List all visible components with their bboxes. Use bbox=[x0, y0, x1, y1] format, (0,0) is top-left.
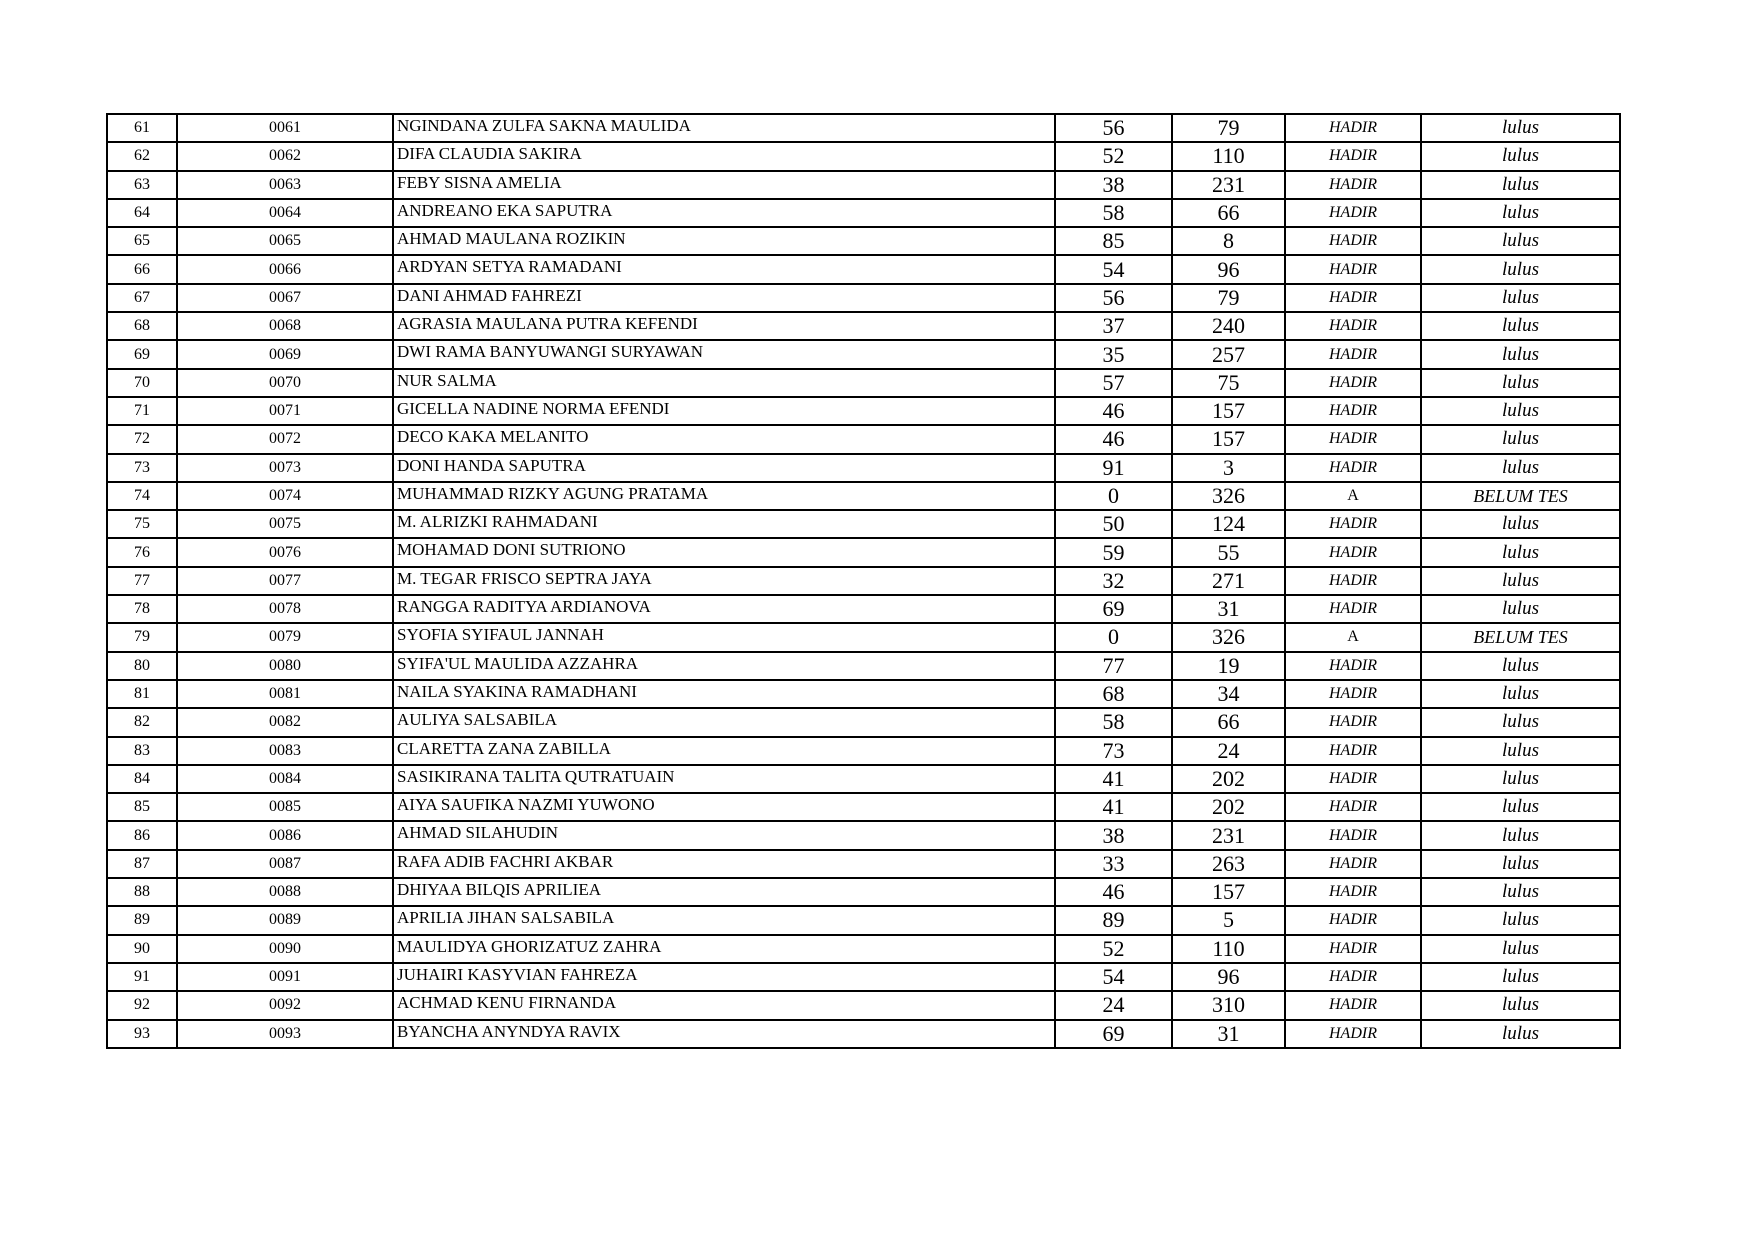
rank-cell: 19 bbox=[1172, 652, 1285, 680]
rank-cell: 326 bbox=[1172, 482, 1285, 510]
row-number-cell: 63 bbox=[107, 171, 177, 199]
row-number-cell: 70 bbox=[107, 369, 177, 397]
result-status-cell: lulus bbox=[1421, 567, 1620, 595]
attendance-status-cell: HADIR bbox=[1285, 369, 1421, 397]
result-status-cell: BELUM TES bbox=[1421, 482, 1620, 510]
participant-code-cell: 0092 bbox=[177, 991, 393, 1019]
attendance-status-cell: HADIR bbox=[1285, 1020, 1421, 1048]
participant-name-cell: AHMAD MAULANA ROZIKIN bbox=[393, 227, 1055, 255]
result-status-cell: lulus bbox=[1421, 906, 1620, 934]
result-status-cell: lulus bbox=[1421, 878, 1620, 906]
result-status-cell: lulus bbox=[1421, 595, 1620, 623]
row-number-cell: 64 bbox=[107, 199, 177, 227]
rank-cell: 231 bbox=[1172, 171, 1285, 199]
attendance-status-cell: A bbox=[1285, 623, 1421, 651]
table-row bbox=[107, 340, 1620, 368]
participant-name-cell: M. TEGAR FRISCO SEPTRA JAYA bbox=[393, 567, 1055, 595]
attendance-status-cell: HADIR bbox=[1285, 567, 1421, 595]
row-number-cell: 74 bbox=[107, 482, 177, 510]
rank-cell: 202 bbox=[1172, 793, 1285, 821]
table-row bbox=[107, 595, 1620, 623]
attendance-status-cell: HADIR bbox=[1285, 906, 1421, 934]
participant-code-cell: 0084 bbox=[177, 765, 393, 793]
participant-name-cell: DWI RAMA BANYUWANGI SURYAWAN bbox=[393, 340, 1055, 368]
rank-cell: 79 bbox=[1172, 114, 1285, 142]
participant-name-cell: MOHAMAD DONI SUTRIONO bbox=[393, 538, 1055, 566]
attendance-status-cell: HADIR bbox=[1285, 425, 1421, 453]
rank-cell: 96 bbox=[1172, 255, 1285, 283]
table-row bbox=[107, 652, 1620, 680]
rank-cell: 231 bbox=[1172, 821, 1285, 849]
participant-code-cell: 0078 bbox=[177, 595, 393, 623]
score-cell: 41 bbox=[1055, 793, 1172, 821]
score-cell: 46 bbox=[1055, 425, 1172, 453]
participant-name-cell: ARDYAN SETYA RAMADANI bbox=[393, 255, 1055, 283]
participant-code-cell: 0082 bbox=[177, 708, 393, 736]
row-number-cell: 61 bbox=[107, 114, 177, 142]
row-number-cell: 82 bbox=[107, 708, 177, 736]
rank-cell: 24 bbox=[1172, 737, 1285, 765]
score-cell: 46 bbox=[1055, 397, 1172, 425]
participant-name-cell: SASIKIRANA TALITA QUTRATUAIN bbox=[393, 765, 1055, 793]
table-row bbox=[107, 284, 1620, 312]
table-row bbox=[107, 1020, 1620, 1048]
result-status-cell: lulus bbox=[1421, 425, 1620, 453]
table-row bbox=[107, 454, 1620, 482]
participant-code-cell: 0069 bbox=[177, 340, 393, 368]
row-number-cell: 85 bbox=[107, 793, 177, 821]
rank-cell: 96 bbox=[1172, 963, 1285, 991]
result-status-cell: lulus bbox=[1421, 284, 1620, 312]
row-number-cell: 89 bbox=[107, 906, 177, 934]
row-number-cell: 80 bbox=[107, 652, 177, 680]
row-number-cell: 92 bbox=[107, 991, 177, 1019]
row-number-cell: 79 bbox=[107, 623, 177, 651]
row-number-cell: 62 bbox=[107, 142, 177, 170]
score-cell: 0 bbox=[1055, 482, 1172, 510]
participant-name-cell: M. ALRIZKI RAHMADANI bbox=[393, 510, 1055, 538]
participant-code-cell: 0086 bbox=[177, 821, 393, 849]
table-row bbox=[107, 482, 1620, 510]
participant-name-cell: MUHAMMAD RIZKY AGUNG PRATAMA bbox=[393, 482, 1055, 510]
participant-name-cell: DANI AHMAD FAHREZI bbox=[393, 284, 1055, 312]
participant-name-cell: SYOFIA SYIFAUL JANNAH bbox=[393, 623, 1055, 651]
rank-cell: 5 bbox=[1172, 906, 1285, 934]
result-status-cell: BELUM TES bbox=[1421, 623, 1620, 651]
participant-code-cell: 0072 bbox=[177, 425, 393, 453]
table-row bbox=[107, 397, 1620, 425]
participant-name-cell: AGRASIA MAULANA PUTRA KEFENDI bbox=[393, 312, 1055, 340]
rank-cell: 34 bbox=[1172, 680, 1285, 708]
row-number-cell: 71 bbox=[107, 397, 177, 425]
participant-name-cell: RAFA ADIB FACHRI AKBAR bbox=[393, 850, 1055, 878]
table-row bbox=[107, 737, 1620, 765]
attendance-status-cell: HADIR bbox=[1285, 878, 1421, 906]
score-cell: 46 bbox=[1055, 878, 1172, 906]
rank-cell: 8 bbox=[1172, 227, 1285, 255]
score-cell: 73 bbox=[1055, 737, 1172, 765]
participant-code-cell: 0062 bbox=[177, 142, 393, 170]
score-cell: 59 bbox=[1055, 538, 1172, 566]
score-cell: 50 bbox=[1055, 510, 1172, 538]
attendance-status-cell: HADIR bbox=[1285, 171, 1421, 199]
score-cell: 24 bbox=[1055, 991, 1172, 1019]
participant-code-cell: 0080 bbox=[177, 652, 393, 680]
score-cell: 0 bbox=[1055, 623, 1172, 651]
row-number-cell: 78 bbox=[107, 595, 177, 623]
score-cell: 56 bbox=[1055, 284, 1172, 312]
table-row bbox=[107, 199, 1620, 227]
row-number-cell: 75 bbox=[107, 510, 177, 538]
participant-name-cell: MAULIDYA GHORIZATUZ ZAHRA bbox=[393, 935, 1055, 963]
participant-code-cell: 0075 bbox=[177, 510, 393, 538]
row-number-cell: 73 bbox=[107, 454, 177, 482]
row-number-cell: 93 bbox=[107, 1020, 177, 1048]
attendance-status-cell: HADIR bbox=[1285, 935, 1421, 963]
participant-name-cell: JUHAIRI KASYVIAN FAHREZA bbox=[393, 963, 1055, 991]
participant-code-cell: 0063 bbox=[177, 171, 393, 199]
attendance-status-cell: HADIR bbox=[1285, 340, 1421, 368]
participant-code-cell: 0087 bbox=[177, 850, 393, 878]
result-status-cell: lulus bbox=[1421, 255, 1620, 283]
attendance-status-cell: HADIR bbox=[1285, 821, 1421, 849]
result-status-cell: lulus bbox=[1421, 397, 1620, 425]
table-row bbox=[107, 369, 1620, 397]
attendance-status-cell: A bbox=[1285, 482, 1421, 510]
participant-code-cell: 0061 bbox=[177, 114, 393, 142]
row-number-cell: 83 bbox=[107, 737, 177, 765]
result-status-cell: lulus bbox=[1421, 793, 1620, 821]
score-cell: 52 bbox=[1055, 935, 1172, 963]
rank-cell: 110 bbox=[1172, 935, 1285, 963]
participant-code-cell: 0070 bbox=[177, 369, 393, 397]
participant-code-cell: 0073 bbox=[177, 454, 393, 482]
result-status-cell: lulus bbox=[1421, 369, 1620, 397]
attendance-status-cell: HADIR bbox=[1285, 199, 1421, 227]
participant-code-cell: 0079 bbox=[177, 623, 393, 651]
participant-code-cell: 0068 bbox=[177, 312, 393, 340]
row-number-cell: 87 bbox=[107, 850, 177, 878]
table-body bbox=[107, 114, 1620, 1048]
rank-cell: 263 bbox=[1172, 850, 1285, 878]
rank-cell: 66 bbox=[1172, 199, 1285, 227]
rank-cell: 31 bbox=[1172, 595, 1285, 623]
participant-name-cell: DHIYAA BILQIS APRILIEA bbox=[393, 878, 1055, 906]
attendance-status-cell: HADIR bbox=[1285, 991, 1421, 1019]
table-row bbox=[107, 935, 1620, 963]
rank-cell: 157 bbox=[1172, 397, 1285, 425]
attendance-status-cell: HADIR bbox=[1285, 680, 1421, 708]
score-cell: 58 bbox=[1055, 708, 1172, 736]
rank-cell: 202 bbox=[1172, 765, 1285, 793]
attendance-status-cell: HADIR bbox=[1285, 850, 1421, 878]
participant-name-cell: DIFA CLAUDIA SAKIRA bbox=[393, 142, 1055, 170]
participant-code-cell: 0081 bbox=[177, 680, 393, 708]
rank-cell: 75 bbox=[1172, 369, 1285, 397]
participant-name-cell: RANGGA RADITYA ARDIANOVA bbox=[393, 595, 1055, 623]
participant-name-cell: AHMAD SILAHUDIN bbox=[393, 821, 1055, 849]
rank-cell: 310 bbox=[1172, 991, 1285, 1019]
participant-code-cell: 0091 bbox=[177, 963, 393, 991]
participant-name-cell: NUR SALMA bbox=[393, 369, 1055, 397]
result-status-cell: lulus bbox=[1421, 935, 1620, 963]
row-number-cell: 68 bbox=[107, 312, 177, 340]
participant-name-cell: GICELLA NADINE NORMA EFENDI bbox=[393, 397, 1055, 425]
score-cell: 58 bbox=[1055, 199, 1172, 227]
table-row bbox=[107, 708, 1620, 736]
score-cell: 91 bbox=[1055, 454, 1172, 482]
result-status-cell: lulus bbox=[1421, 454, 1620, 482]
row-number-cell: 65 bbox=[107, 227, 177, 255]
attendance-status-cell: HADIR bbox=[1285, 652, 1421, 680]
attendance-status-cell: HADIR bbox=[1285, 510, 1421, 538]
row-number-cell: 84 bbox=[107, 765, 177, 793]
rank-cell: 31 bbox=[1172, 1020, 1285, 1048]
score-cell: 37 bbox=[1055, 312, 1172, 340]
table-row bbox=[107, 312, 1620, 340]
participant-name-cell: CLARETTA ZANA ZABILLA bbox=[393, 737, 1055, 765]
row-number-cell: 66 bbox=[107, 255, 177, 283]
result-status-cell: lulus bbox=[1421, 652, 1620, 680]
attendance-status-cell: HADIR bbox=[1285, 793, 1421, 821]
table-row bbox=[107, 793, 1620, 821]
attendance-status-cell: HADIR bbox=[1285, 708, 1421, 736]
result-status-cell: lulus bbox=[1421, 708, 1620, 736]
participant-name-cell: NAILA SYAKINA RAMADHANI bbox=[393, 680, 1055, 708]
participant-code-cell: 0093 bbox=[177, 1020, 393, 1048]
table-row bbox=[107, 255, 1620, 283]
participant-name-cell: BYANCHA ANYNDYA RAVIX bbox=[393, 1020, 1055, 1048]
row-number-cell: 72 bbox=[107, 425, 177, 453]
table-row bbox=[107, 821, 1620, 849]
participant-code-cell: 0085 bbox=[177, 793, 393, 821]
participant-code-cell: 0064 bbox=[177, 199, 393, 227]
rank-cell: 3 bbox=[1172, 454, 1285, 482]
participant-name-cell: SYIFA'UL MAULIDA AZZAHRA bbox=[393, 652, 1055, 680]
table-row bbox=[107, 227, 1620, 255]
participant-name-cell: AIYA SAUFIKA NAZMI YUWONO bbox=[393, 793, 1055, 821]
table-row bbox=[107, 991, 1620, 1019]
rank-cell: 66 bbox=[1172, 708, 1285, 736]
result-status-cell: lulus bbox=[1421, 142, 1620, 170]
score-cell: 41 bbox=[1055, 765, 1172, 793]
participant-name-cell: FEBY SISNA AMELIA bbox=[393, 171, 1055, 199]
participant-code-cell: 0076 bbox=[177, 538, 393, 566]
row-number-cell: 90 bbox=[107, 935, 177, 963]
row-number-cell: 67 bbox=[107, 284, 177, 312]
score-cell: 89 bbox=[1055, 906, 1172, 934]
table-row bbox=[107, 906, 1620, 934]
participant-code-cell: 0066 bbox=[177, 255, 393, 283]
attendance-status-cell: HADIR bbox=[1285, 227, 1421, 255]
score-cell: 57 bbox=[1055, 369, 1172, 397]
result-status-cell: lulus bbox=[1421, 227, 1620, 255]
table-row bbox=[107, 850, 1620, 878]
participant-code-cell: 0067 bbox=[177, 284, 393, 312]
rank-cell: 240 bbox=[1172, 312, 1285, 340]
attendance-status-cell: HADIR bbox=[1285, 454, 1421, 482]
participant-name-cell: ACHMAD KENU FIRNANDA bbox=[393, 991, 1055, 1019]
participant-name-cell: AULIYA SALSABILA bbox=[393, 708, 1055, 736]
result-status-cell: lulus bbox=[1421, 1020, 1620, 1048]
result-status-cell: lulus bbox=[1421, 821, 1620, 849]
attendance-status-cell: HADIR bbox=[1285, 142, 1421, 170]
row-number-cell: 77 bbox=[107, 567, 177, 595]
table-row bbox=[107, 114, 1620, 142]
score-cell: 33 bbox=[1055, 850, 1172, 878]
participant-name-cell: APRILIA JIHAN SALSABILA bbox=[393, 906, 1055, 934]
rank-cell: 110 bbox=[1172, 142, 1285, 170]
table-row bbox=[107, 142, 1620, 170]
rank-cell: 271 bbox=[1172, 567, 1285, 595]
rank-cell: 157 bbox=[1172, 425, 1285, 453]
table-row bbox=[107, 567, 1620, 595]
row-number-cell: 81 bbox=[107, 680, 177, 708]
participant-code-cell: 0071 bbox=[177, 397, 393, 425]
table-row bbox=[107, 878, 1620, 906]
score-cell: 32 bbox=[1055, 567, 1172, 595]
score-cell: 54 bbox=[1055, 255, 1172, 283]
score-cell: 38 bbox=[1055, 171, 1172, 199]
result-status-cell: lulus bbox=[1421, 510, 1620, 538]
table-row bbox=[107, 510, 1620, 538]
score-cell: 54 bbox=[1055, 963, 1172, 991]
table-row bbox=[107, 623, 1620, 651]
row-number-cell: 86 bbox=[107, 821, 177, 849]
table-row bbox=[107, 538, 1620, 566]
result-status-cell: lulus bbox=[1421, 340, 1620, 368]
attendance-status-cell: HADIR bbox=[1285, 114, 1421, 142]
result-status-cell: lulus bbox=[1421, 991, 1620, 1019]
attendance-status-cell: HADIR bbox=[1285, 765, 1421, 793]
participant-code-cell: 0088 bbox=[177, 878, 393, 906]
participant-name-cell: NGINDANA ZULFA SAKNA MAULIDA bbox=[393, 114, 1055, 142]
attendance-status-cell: HADIR bbox=[1285, 737, 1421, 765]
attendance-status-cell: HADIR bbox=[1285, 538, 1421, 566]
result-status-cell: lulus bbox=[1421, 312, 1620, 340]
row-number-cell: 91 bbox=[107, 963, 177, 991]
score-cell: 69 bbox=[1055, 595, 1172, 623]
rank-cell: 326 bbox=[1172, 623, 1285, 651]
participant-name-cell: ANDREANO EKA SAPUTRA bbox=[393, 199, 1055, 227]
participant-code-cell: 0074 bbox=[177, 482, 393, 510]
table-row bbox=[107, 963, 1620, 991]
score-cell: 69 bbox=[1055, 1020, 1172, 1048]
result-status-cell: lulus bbox=[1421, 171, 1620, 199]
row-number-cell: 88 bbox=[107, 878, 177, 906]
row-number-cell: 69 bbox=[107, 340, 177, 368]
attendance-status-cell: HADIR bbox=[1285, 312, 1421, 340]
result-status-cell: lulus bbox=[1421, 963, 1620, 991]
rank-cell: 55 bbox=[1172, 538, 1285, 566]
score-cell: 85 bbox=[1055, 227, 1172, 255]
result-status-cell: lulus bbox=[1421, 114, 1620, 142]
score-cell: 77 bbox=[1055, 652, 1172, 680]
table-row bbox=[107, 171, 1620, 199]
result-status-cell: lulus bbox=[1421, 850, 1620, 878]
result-status-cell: lulus bbox=[1421, 199, 1620, 227]
result-status-cell: lulus bbox=[1421, 737, 1620, 765]
table-row bbox=[107, 680, 1620, 708]
rank-cell: 79 bbox=[1172, 284, 1285, 312]
score-cell: 38 bbox=[1055, 821, 1172, 849]
attendance-status-cell: HADIR bbox=[1285, 255, 1421, 283]
attendance-status-cell: HADIR bbox=[1285, 595, 1421, 623]
participant-code-cell: 0065 bbox=[177, 227, 393, 255]
attendance-status-cell: HADIR bbox=[1285, 397, 1421, 425]
rank-cell: 124 bbox=[1172, 510, 1285, 538]
results-table bbox=[106, 113, 1621, 1049]
score-cell: 35 bbox=[1055, 340, 1172, 368]
participant-name-cell: DONI HANDA SAPUTRA bbox=[393, 454, 1055, 482]
table-row bbox=[107, 425, 1620, 453]
participant-code-cell: 0089 bbox=[177, 906, 393, 934]
score-cell: 52 bbox=[1055, 142, 1172, 170]
table-row bbox=[107, 765, 1620, 793]
row-number-cell: 76 bbox=[107, 538, 177, 566]
participant-code-cell: 0090 bbox=[177, 935, 393, 963]
rank-cell: 257 bbox=[1172, 340, 1285, 368]
result-status-cell: lulus bbox=[1421, 538, 1620, 566]
result-status-cell: lulus bbox=[1421, 765, 1620, 793]
participant-code-cell: 0083 bbox=[177, 737, 393, 765]
rank-cell: 157 bbox=[1172, 878, 1285, 906]
attendance-status-cell: HADIR bbox=[1285, 284, 1421, 312]
score-cell: 56 bbox=[1055, 114, 1172, 142]
participant-code-cell: 0077 bbox=[177, 567, 393, 595]
attendance-status-cell: HADIR bbox=[1285, 963, 1421, 991]
result-status-cell: lulus bbox=[1421, 680, 1620, 708]
participant-name-cell: DECO KAKA MELANITO bbox=[393, 425, 1055, 453]
score-cell: 68 bbox=[1055, 680, 1172, 708]
